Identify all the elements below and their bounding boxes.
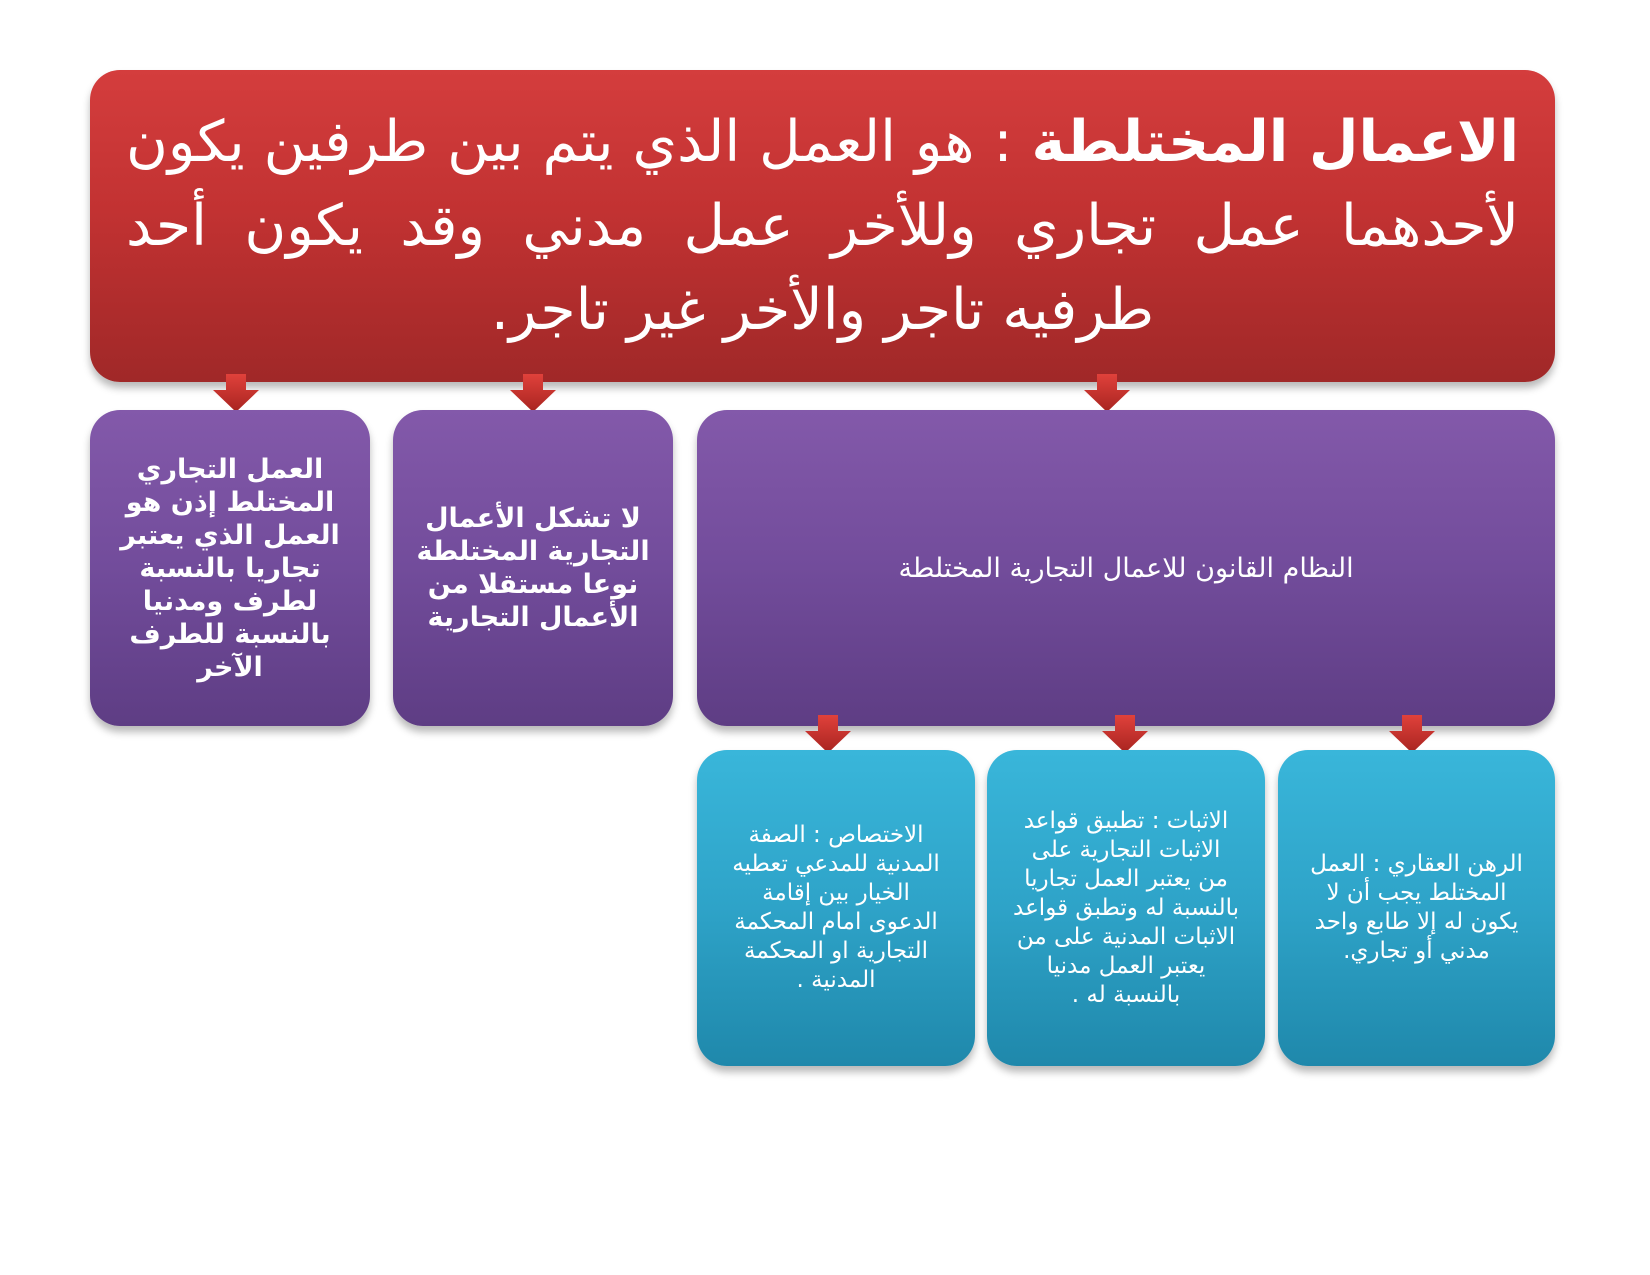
main-term: الاعمال المختلطة (1031, 109, 1519, 175)
mixed-act-definition-box (90, 410, 370, 726)
mortgage-text: الرهن العقاري : العمل المختلط يجب أن لا يكون له إلا طابع واحد مدني أو تجاري. (1310, 851, 1523, 964)
legal-regime-text: النظام القانون للاعمال التجارية المختلطة (898, 552, 1354, 584)
jurisdiction-text: الاختصاص : الصفة المدنية للمدعي تعطيه الخيار بين إقامة الدعوى امام المحكمة التجارية او المحكمة المدنية . (732, 822, 940, 993)
main-definition-box (90, 70, 1555, 382)
arrow-down-icon (803, 715, 853, 755)
arrow-down-icon (1100, 715, 1150, 755)
legal-regime-box (697, 410, 1555, 726)
jurisdiction-box (697, 750, 975, 1066)
proof-text: الاثبات : تطبيق قواعد الاثبات التجارية على من يعتبر العمل تجاريا بالنسبة له وتطبق قواعد الاثبات المدنية على من يعتبر العمل مدنيا بالنسبة له . (1013, 807, 1239, 1008)
arrow-down-icon (211, 374, 261, 414)
arrow-down-icon (1082, 374, 1132, 414)
arrow-down-icon (508, 374, 558, 414)
not-independent-type-box (393, 410, 673, 726)
mixed-act-definition-text: العمل التجاري المختلط إذن هو العمل الذي يعتبر تجاريا بالنسبة لطرف ومدنيا بالنسبة للطرف الآخر (120, 453, 340, 683)
arrow-down-icon (1387, 715, 1437, 755)
proof-box (987, 750, 1265, 1066)
not-independent-type-text: لا تشكل الأعمال التجارية المختلطة نوعا مستقلا من الأعمال التجارية (416, 503, 650, 633)
mortgage-box (1278, 750, 1555, 1066)
main-definition-text (126, 100, 1519, 352)
main-definition: : هو العمل الذي يتم بين طرفين يكون لأحدهما عمل تجاري وللأخر عمل مدني وقد يكون أحد طرفيه تاجر والأخر غير تاجر. (126, 109, 1519, 343)
